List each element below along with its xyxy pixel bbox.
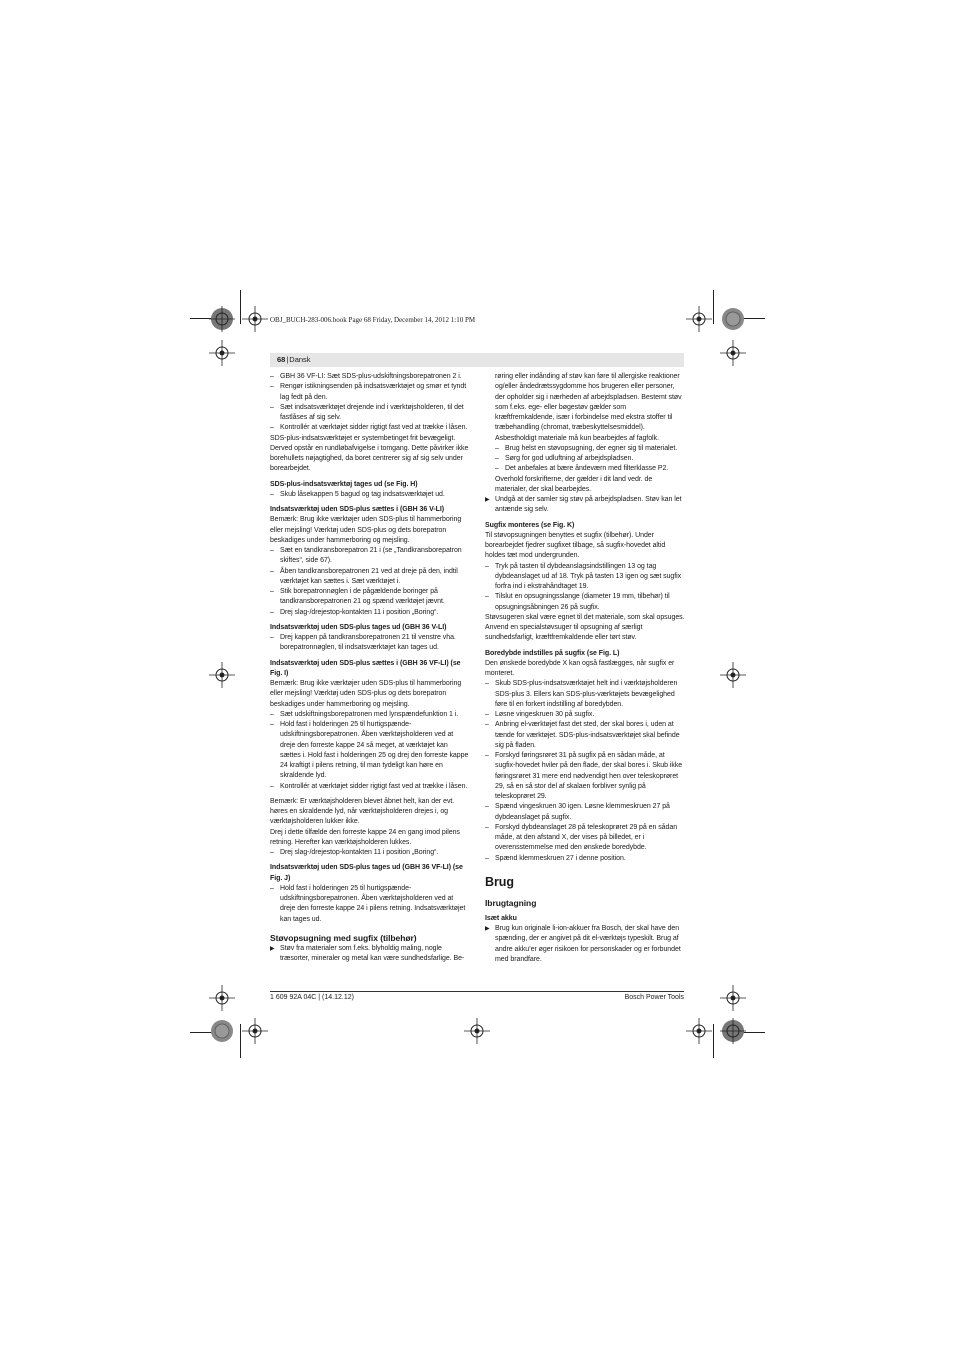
footer-brand: Bosch Power Tools — [624, 994, 684, 1001]
section-heading: Indsatsværktøj uden SDS-plus tages ud (GBH 36 V-LI) — [270, 623, 447, 631]
list-item-text: Spænd vingeskruen 30 igen. Løsne klemmeskruen 27 på dybdeanslaget på sugfix. — [495, 803, 670, 821]
list-item-text: Spænd klemmeskruen 27 i denne position. — [495, 854, 626, 862]
list-item — [270, 587, 470, 608]
paragraph: Anvend en specialstøvsuger til opsugning af særligt sundhedsfarligt, kræftfremkaldende eller tørt støv. — [485, 624, 643, 642]
page-number: 68 — [277, 355, 286, 364]
paragraph: Til støvopsugningen benyttes et sugfix (tilbehør). Under borearbejdet fjedrer sugfixet tilbage, så sugfix-hovedet altid holdes tæt mod undergrunden. — [485, 531, 666, 560]
registration-circle-icon — [209, 1018, 235, 1044]
registration-circle-icon — [209, 306, 235, 332]
header-language: Dansk — [289, 355, 311, 364]
list-item — [270, 372, 470, 382]
dash-bullet-icon: – — [270, 490, 274, 498]
list-item-text: Drej slag-/drejestop-kontakten 11 i position „Boring“. — [280, 849, 439, 856]
list-item — [270, 382, 470, 403]
paragraph: Den ønskede boredybde X kan også fastlægges, når sugfix er monteret. — [485, 659, 675, 677]
list-item — [270, 782, 470, 792]
list-item — [485, 802, 685, 823]
dash-bullet-icon: – — [485, 593, 489, 601]
dash-bullet-icon: – — [270, 608, 274, 616]
dash-bullet-icon: – — [485, 721, 489, 729]
list-item-text: Tilslut en opsugningsslange (diameter 19 mm, tilbehør) til opsugningsåbningen 26 på sugfix. — [495, 593, 670, 611]
list-item — [270, 720, 470, 782]
dash-bullet-icon: – — [485, 823, 489, 831]
list-item — [485, 823, 685, 854]
list-item-text: Hold fast i holderingen 25 til hurtigspænde-udskiftningsborepatronen. Åben værktøjsholderen ved at dreje den forreste kappe 24 så meget, at værktøjet kan sættes i. Hold fast i holderingen 25 og drej den forreste kappe 24 kraftigt i pilens retning, til man tydeligt kan høre en skraldende lyd. — [280, 721, 469, 780]
list-item — [270, 567, 470, 588]
chapter-title: Brug — [485, 874, 514, 889]
list-item-text: Det anbefales at bære åndeværn med filterklasse P2. — [505, 465, 669, 473]
dash-bullet-icon: – — [270, 849, 274, 856]
dash-bullet-icon: – — [270, 547, 274, 554]
left-text-column — [270, 372, 470, 964]
paragraph: Støvsugeren skal være egnet til det materiale, som skal opsuges. — [485, 613, 685, 621]
list-item-text: Forskyd dybdeanslaget 28 på teleskoprøret 29 på en sådan måde, at den afstand X, der vises på billedet, er i overensstemmelse med den ønskede boredybde. — [495, 823, 678, 852]
crosshair-mark-icon — [686, 1018, 712, 1044]
crop-mark — [713, 1024, 714, 1058]
list-item — [485, 454, 685, 464]
dash-bullet-icon: – — [270, 383, 274, 391]
list-item-text: Tryk på tasten til dybdeanslagsindstillingen 13 og tag dybdeanslaget ud af 18. Tryk på tasten 13 igen og sæt sugfix forfra ind i ekstrahåndtaget 19. — [495, 562, 682, 590]
list-item-text: Sæt indsatsværktøjet drejende ind i værktøjsholderen, til det fastlåses af sig selv. — [280, 403, 464, 421]
crop-mark — [240, 1024, 241, 1058]
dash-bullet-icon: – — [270, 721, 274, 728]
crosshair-mark-icon — [720, 340, 746, 366]
dash-bullet-icon: – — [270, 588, 274, 595]
list-item — [485, 751, 685, 802]
list-item-text: Hold fast i holderingen 25 til hurtigspænde-udskiftningsborepatronen. Åben værktøjsholderen ved at dreje den forreste kappe 24 i pilens retning. Indsatsværktøjet kan tages ud. — [280, 884, 466, 923]
right-text-column — [485, 372, 685, 965]
dash-bullet-icon: – — [270, 634, 274, 641]
registration-circle-icon — [720, 306, 746, 332]
dash-bullet-icon: – — [485, 711, 489, 718]
section-heading: Isæt akku — [485, 914, 517, 922]
dash-bullet-icon: – — [485, 680, 489, 688]
footer-rule — [270, 991, 684, 992]
crosshair-mark-icon — [686, 306, 712, 332]
list-item-text: Skub låsekappen 5 bagud og tag indsatsværktøjet ud. — [280, 490, 445, 498]
paragraph: Bemærk: Brug ikke værktøjer uden SDS-plus til hammerboring eller mejsling! Værktøj uden SDS-plus og dets borepatron beskadiges under hammerboring og mejsling. — [270, 516, 462, 544]
triangle-bullet-icon: ▶ — [485, 497, 490, 503]
list-item-text: Drej kappen på tandkransborepatronen 21 til venstre vha. borepatronnøglen, til indsatsværktøjet kan tages ud. — [280, 634, 456, 652]
footer-doc-number: 1 609 92A 04C | (14.12.12) — [270, 994, 354, 1001]
section-heading: Boredybde indstilles på sugfix (se Fig. L) — [485, 649, 620, 657]
crosshair-mark-icon — [242, 306, 268, 332]
list-item — [270, 633, 470, 654]
list-item-text: Drej slag-/drejestop-kontakten 11 i position „Boring“. — [280, 608, 439, 616]
triangle-bullet-icon: ▶ — [270, 945, 275, 952]
paragraph: SDS-plus-indsatsværktøjet er systembetinget frit bevægeligt. Derved opstår en rundløbafvigelse i tomgang. Dette påvirker ikke borehullets nøjagtighed, da boret centrerer sig af sig selv under borearbejdet. — [270, 434, 469, 473]
triangle-bullet-icon: ▶ — [485, 926, 490, 932]
crosshair-mark-icon — [209, 985, 235, 1011]
crosshair-mark-icon — [209, 340, 235, 366]
list-item — [270, 710, 470, 720]
list-item — [270, 884, 470, 925]
crop-mark — [713, 290, 714, 324]
section-heading: SDS-plus-indsatsværktøj tages ud (se Fig. H) — [270, 480, 418, 488]
dash-bullet-icon: – — [270, 403, 274, 411]
list-item — [485, 679, 685, 710]
list-item — [485, 854, 685, 864]
crosshair-mark-icon — [720, 985, 746, 1011]
list-item-text: Brug kun originale li-ion-akkuer fra Bosch, der skal have den spænding, der er angivet på dit el-værktøjs typeskilt. Brug af andre akku’er øger risikoen for personskader og er forbundet med brandfare. — [495, 925, 681, 963]
warning-item — [485, 924, 685, 965]
dash-bullet-icon: – — [270, 373, 274, 380]
list-item — [485, 720, 685, 751]
list-item-text: Sørg for god udluftning af arbejdspladsen. — [505, 455, 634, 462]
list-item — [270, 848, 470, 858]
dash-bullet-icon: – — [270, 884, 274, 892]
dash-bullet-icon: – — [495, 444, 499, 452]
list-item — [270, 546, 470, 567]
dash-bullet-icon: – — [485, 854, 489, 862]
print-info-line: OBJ_BUCH-283-006.book Page 68 Friday, December 14, 2012 1:10 PM — [270, 316, 476, 324]
list-item-text: Sæt en tandkransborepatron 21 i (se „Tandkransborepatron skiftes“, side 67). — [280, 547, 462, 565]
list-item-text: Anbring el-værktøjet fast det sted, der skal bores i, uden at tænde for værktøjet. SDS-plus-indsatsværktøjet skal befinde sig på fladen. — [495, 721, 680, 749]
dash-bullet-icon: – — [270, 567, 274, 575]
list-item — [270, 423, 470, 433]
crosshair-mark-icon — [209, 662, 235, 688]
dash-bullet-icon: – — [270, 782, 274, 790]
list-item-text: Sæt udskiftningsborepatronen med lynspændefunktion 1 i. — [280, 710, 459, 718]
list-item-text: Åben tandkransborepatronen 21 ved at dreje på den, indtil værktøjet kan sættes i. Sæt værktøjet i. — [280, 567, 458, 585]
list-item — [485, 444, 685, 454]
dash-bullet-icon: – — [495, 455, 499, 462]
list-item — [270, 490, 470, 500]
list-item — [485, 464, 685, 474]
crop-mark — [240, 290, 241, 324]
list-item-text: Skub SDS-plus-indsatsværktøjet helt ind i værktøjsholderen SDS-plus 3. Ellers kan SDS-plus-værktøjets bevægelighed føre til en forkert indstilling af boredybden. — [495, 680, 678, 708]
crosshair-mark-icon — [242, 1018, 268, 1044]
list-item — [270, 608, 470, 618]
paragraph: Overhold forskrifterne, der gælder i dit land vedr. de materialer, der skal bearbejdes. — [495, 475, 653, 493]
list-item-text: Støv fra materialer som f.eks. blyholdig maling, nogle træsorter, mineraler og metal kan være sundhedsfarlige. Be- — [280, 944, 465, 962]
paragraph: Drej i dette tilfælde den forreste kappe 24 en gang imod pilens retning. Herefter kan værktøjsholderen lukkes. — [270, 828, 460, 846]
warning-item — [270, 944, 470, 965]
dash-bullet-icon: – — [270, 424, 274, 432]
list-item — [485, 592, 685, 613]
dash-bullet-icon: – — [485, 752, 489, 759]
warning-item — [485, 495, 685, 516]
list-item-text: Stik borepatronnøglen i de pågældende boringer på tandkransborepatronen 21 og spænd værktøjet jævnt. — [280, 588, 445, 606]
section-heading: Sugfix monteres (se Fig. K) — [485, 521, 575, 529]
list-item-text: GBH 36 VF-LI: Sæt SDS-plus-udskiftningsborepatronen 2 i. — [280, 373, 462, 380]
paragraph: Bemærk: Brug ikke værktøjer uden SDS-plus til hammerboring eller mejsling! Værktøj uden SDS-plus og dets borepatron beskadiges under hammerboring og mejsling. — [270, 680, 462, 708]
section-heading: Indsatsværktøj uden SDS-plus tages ud (GBH 36 VF-LI) (se Fig. J) — [270, 864, 463, 882]
list-item-text: Brug helst en støvopsugning, der egner sig til materialet. — [505, 444, 678, 452]
list-item-text: Undgå at der samler sig støv på arbejdspladsen. Støv kan let antænde sig selv. — [495, 496, 682, 514]
section-title: Støvopsugning med sugfix (tilbehør) — [270, 932, 417, 943]
list-item — [270, 403, 470, 424]
list-item-text: Løsne vingeskruen 30 på sugfix. — [495, 711, 595, 718]
registration-circle-icon — [720, 1018, 746, 1044]
paragraph: Bemærk: Er værktøjsholderen blevet åbnet helt, kan der evt. høres en skraldende lyd, når værktøjsholderen drejes i, og værktøjsholderen lukker ikke. — [270, 797, 455, 826]
section-heading: Indsatsværktøj uden SDS-plus sættes i (GBH 36 VF-LI) (se Fig. I) — [270, 659, 461, 677]
list-item-text: Forskyd føringsrøret 31 på sugfix på en sådan måde, at sugfix-hovedet hviler på den flade, der skal bores i. Skub ikke føringsrøret 31 mere end nødvendigt hen over teleskoprøret 29, så en så stor del af skalaen forbliver synlig på teleskoprøret 29. — [495, 752, 683, 800]
list-item-text: Rengør istikningsenden på indsatsværktøjet og smør et tyndt lag fedt på den. — [280, 383, 467, 401]
list-item — [485, 710, 685, 720]
page-header-bar — [270, 353, 684, 367]
dash-bullet-icon: – — [485, 562, 489, 570]
paragraph: røring eller indånding af støv kan føre til allergiske reaktioner og/eller åndedrætssygdomme hos brugeren eller personer, der opholder sig i nærheden af arbejdspladsen. Bestemt støv som f.eks. ege- eller bøgestøv gælder som kræftfremkaldende, især i forbindelse med ekstra stoffer til træbehandling (chromat, træbeskyttelsesmiddel). Asbestholdigt materiale må kun bearbejdes af fagfolk. — [495, 373, 682, 442]
list-item-text: Kontrollér at værktøjet sidder rigtigt fast ved at trække i låsen. — [280, 424, 468, 432]
dash-bullet-icon: – — [495, 465, 499, 473]
dash-bullet-icon: – — [270, 710, 274, 718]
section-heading: Indsatsværktøj uden SDS-plus sættes i (GBH 36 V-LI) — [270, 506, 445, 513]
list-item — [485, 562, 685, 593]
list-item-text: Kontrollér at værktøjet sidder rigtigt fast ved at trække i låsen. — [280, 782, 468, 790]
dash-bullet-icon: – — [485, 803, 489, 811]
crosshair-mark-icon — [464, 1018, 490, 1044]
section-title: Ibrugtagning — [485, 897, 537, 908]
header-separator: | — [286, 355, 289, 364]
crosshair-mark-icon — [720, 662, 746, 688]
